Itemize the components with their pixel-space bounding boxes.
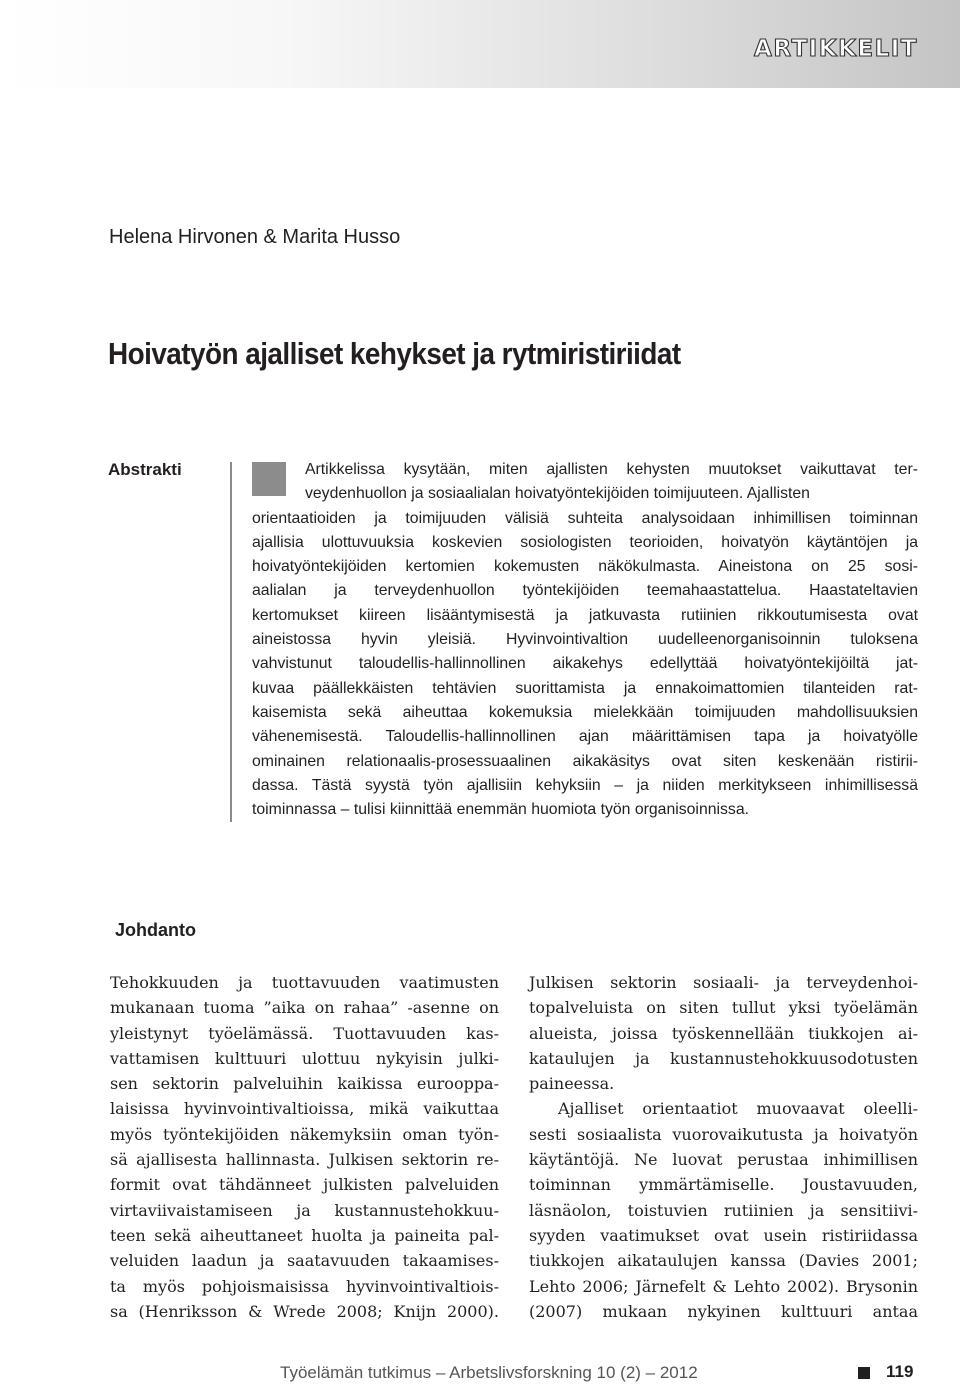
body-line: käytäntöjä. Ne luovat perustaa inhimillisen — [529, 1150, 918, 1170]
abstract-line: kertomukset kiireen lisääntymisestä ja jatkuvasta rutiinien rikkoutumisesta ovat — [252, 606, 918, 624]
abstract-line: aineistossa hyvin yleisiä. Hyvinvointivaltion uudelleenorganisoinnin tuloksena — [252, 631, 918, 649]
body-line: Ajalliset orientaatiot muovaavat oleelli- — [558, 1099, 918, 1119]
body-column-right — [529, 970, 918, 1324]
body-line: Lehto 2006; Järnefelt & Lehto 2002). Brysonin — [529, 1276, 918, 1296]
footer-journal: Työelämän tutkimus – Arbetslivsforskning 10 (2) – 2012 — [280, 1363, 698, 1382]
body-line: kataulujen ja kustannustehokkuusodotusten — [529, 1048, 918, 1068]
section-heading: Johdanto — [115, 920, 196, 940]
body-line: teen sekä aiheuttaneet huolta ja paineita pal- — [110, 1225, 499, 1245]
body-line: sesti sosiaalista vuorovaikutusta ja hoivatyön — [529, 1124, 918, 1144]
body-line: laisissa hyvinvointivaltioissa, mikä vaikuttaa — [110, 1099, 499, 1119]
body-line: sa (Henriksson & Wrede 2008; Knijn 2000). — [110, 1301, 499, 1321]
abstract-label: Abstrakti — [108, 460, 182, 479]
body-line: topalveluista on siten tullut yksi työelämän — [529, 998, 918, 1018]
header-banner — [0, 0, 960, 88]
abstract-line: toiminnassa – tulisi kiinnittää enemmän huomiota työn organisoinnissa. — [252, 801, 749, 819]
body-line: virtaviivaistamiseen ja kustannustehokkuu- — [110, 1200, 499, 1220]
abstract-line: veydenhuollon ja sosiaalialan hoivatyöntekijöiden toimijuuteen. Ajallisten — [305, 485, 810, 503]
body-line: vattamisen kulttuuri ulottuu nykyisin julki- — [110, 1048, 499, 1068]
page-number: 119 — [886, 1362, 914, 1381]
body-line: tiukkojen aikataulujen kanssa (Davies 2001; — [529, 1251, 918, 1271]
body-line: toiminnan ymmärtämiselle. Joustavuuden, — [529, 1175, 918, 1195]
abstract-line: Artikkelissa kysytään, miten ajallisten kehysten muutokset vaikuttavat ter- — [305, 461, 918, 478]
body-column-left — [110, 970, 499, 1324]
body-line: sen sektorin palveluihin kaikissa eurooppa- — [110, 1074, 499, 1094]
body-line: syyden vaatimukset ovat usein ristiriidassa — [529, 1225, 918, 1245]
abstract-line: dassa. Tästä syystä työn ajallisiin kehyksiin – ja niiden merkitykseen inhimillisessä — [252, 776, 918, 794]
abstract-line: ominainen relationaalis-prosessuaalinen aikakäsitys ovat siten keskenään ristirii- — [252, 752, 918, 770]
abstract-line: vähenemisestä. Taloudellis-hallinnollinen ajan määrittämisen tapa ja hoivatyölle — [252, 728, 918, 746]
abstract-line: orientaatioiden ja toimijuuden välisiä suhteita analysoidaan inhimillisen toiminnan — [252, 509, 918, 527]
body-line: formit ovat tähdänneet julkisten palveluiden — [110, 1175, 499, 1195]
abstract-text — [252, 458, 918, 822]
abstract-line: ajallisia ulottuvuuksia koskevien sosiologisten teorioiden, hoivatyön käytäntöjen ja — [252, 533, 918, 551]
abstract-line: vahvistunut taloudellis-hallinnollinen aikakehys edellyttää hoivatyöntekijöiltä jat- — [252, 655, 918, 673]
body-line: paineessa. — [529, 1074, 615, 1094]
section-label: ARTIKKELIT — [754, 36, 918, 62]
body-line: myös työntekijöiden näkemyksiin oman työn- — [110, 1124, 499, 1144]
body-line: ta myös pohjoismaisissa hyvinvointivaltiois- — [110, 1276, 499, 1296]
abstract-line: aalialan ja terveydenhuollon työntekijöiden teemahaastattelua. Haastateltavien — [252, 582, 918, 600]
body-line: alueista, joissa työskennellään tiukkojen ai- — [529, 1023, 918, 1043]
abstract-line: kuvaa päällekkäisten tehtävien suorittamista ja ennakoimattomien tilanteiden rat- — [252, 679, 918, 697]
body-line: Tehokkuuden ja tuottavuuden vaatimusten — [110, 973, 499, 992]
body-line: mukanaan tuoma ”aika on rahaa” -asenne on — [110, 998, 499, 1018]
body-line: Julkisen sektorin sosiaali- ja terveydenhoi- — [529, 973, 918, 992]
abstract-line: hoivatyöntekijöiden kertomien kokemusten näkökulmasta. Aineistona on 25 sosi- — [252, 558, 918, 576]
article-authors: Helena Hirvonen & Marita Husso — [109, 226, 401, 248]
article-title: Hoivatyön ajalliset kehykset ja rytmiristiriidat — [108, 336, 681, 371]
body-line: yleistynyt työelämässä. Tuottavuuden kas- — [110, 1023, 499, 1043]
body-line: (2007) mukaan nykyinen kulttuuri antaa — [529, 1301, 918, 1321]
abstract-vertical-rule — [230, 462, 232, 822]
body-line: sä ajallisesta hallinnasta. Julkisen sektorin re- — [110, 1150, 499, 1170]
abstract-line: kaisemista sekä aiheuttaa kokemuksia mielekkään toimijuuden mahdollisuuksien — [252, 703, 918, 721]
body-line: läsnäolon, toistuvien rutiinien ja sensitiivi- — [529, 1200, 918, 1220]
body-line: veluiden laadun ja saatavuuden takaamises- — [110, 1251, 499, 1271]
footer-square-marker — [858, 1367, 870, 1379]
